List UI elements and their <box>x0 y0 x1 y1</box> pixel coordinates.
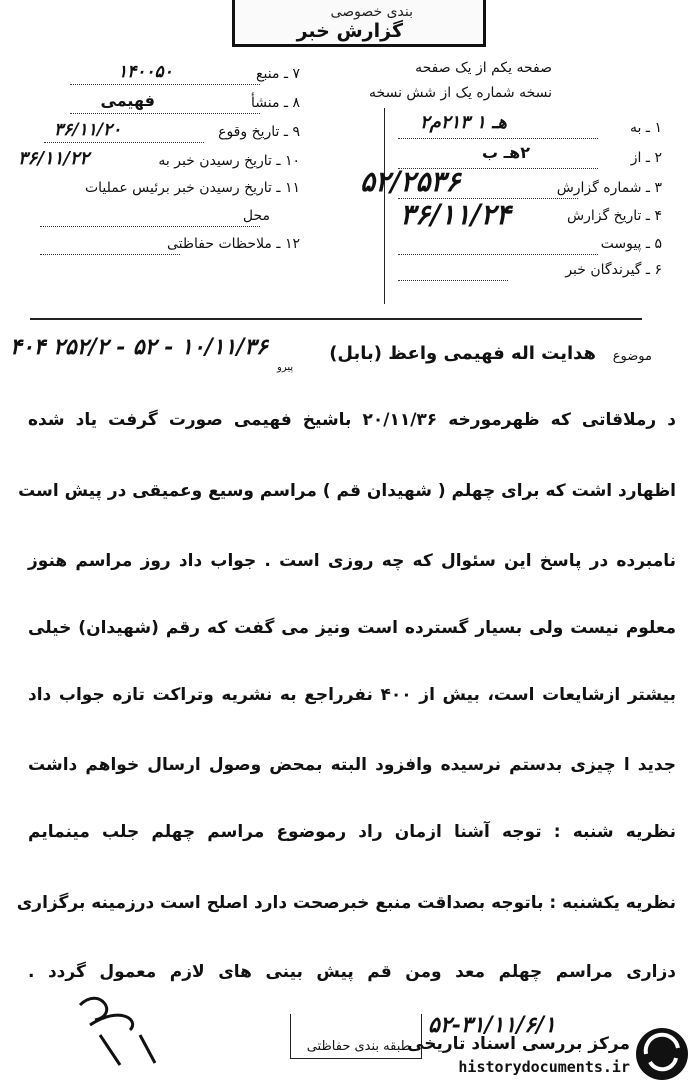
signature-scribble <box>60 975 180 1070</box>
field-origin-value: فهیمی <box>100 91 155 110</box>
body-line-2: اظهارد اشت که برای چهلم ( شهیدان قم ) مراسم وسیع وعمیقی در پیش است <box>18 481 676 501</box>
field-report-number-label: ۳ ـ شماره گزارش <box>556 180 662 196</box>
header-separator <box>30 318 642 320</box>
page-count-line: صفحه یکم از یک صفحه <box>415 60 552 76</box>
copy-number-line: نسخه شماره یک از شش نسخه <box>369 85 552 101</box>
body-line-3: نامبرده در پاسخ این سئوال که چه روزی است . جواب داد روز مراسم هنوز <box>28 551 676 571</box>
field-event-date-label: ۹ ـ تاریخ وقوع <box>218 124 300 140</box>
field-from-label: ۲ ـ از <box>630 150 662 166</box>
field-attachment-label: ۵ ـ پیوست <box>600 236 662 252</box>
field-security-notes-label: ۱۲ ـ ملاحظات حفاظتی <box>167 236 300 252</box>
report-title: گزارش خبر <box>296 20 403 42</box>
watermark-title: مرکز بررسی اسناد تاریخی <box>407 1034 630 1054</box>
field-event-date-value: ۳۶/۱۱/۲۰ <box>54 120 122 140</box>
body-line-8: نظریه یکشنبه : باتوجه بصداقت منبع خبرصحت دارد اصلح است درزمینه برگزاری <box>16 893 676 913</box>
field-from-value: ۲هـ ب <box>482 143 530 162</box>
subject-handwritten-ref: ۴۰۴ ۲۵۲/۲ - ۵۲ - ۱۰/۱۱/۳۶ <box>10 334 268 360</box>
field-received-date-value: ۳۶/۱۱/۲۲ <box>18 148 90 169</box>
column-divider <box>384 108 385 304</box>
archive-logo-icon <box>636 1028 688 1080</box>
field-source-value: ۱۴۰۰۵۰ <box>118 62 173 82</box>
body-line-5: بیشتر ازشایعات است، بیش از ۴۰۰ نفرراجع به نشریه وتراکت تازه جواب داد <box>28 685 676 705</box>
field-report-date-value: ۳۶/۱۱/۲۴ <box>400 198 511 231</box>
field-report-number-value: ۵۲/۲۵۳۶ <box>360 165 461 198</box>
subject-note: پیرو <box>277 362 294 373</box>
watermark-url: historydocuments.ir <box>458 1058 630 1076</box>
footer-handwritten-number: ۵۲-۳۱/۱۱/۶/۱ <box>428 1012 556 1038</box>
body-line-7: نظریه شنبه : توجه آشنا ازمان راد رموضوع مراسم چهلم جلب مینمایم <box>28 822 676 842</box>
body-line-4: معلوم نیست ولی بسیار گسترده است ونیز می گفت که رقم (شهیدان) خیلی <box>28 618 676 638</box>
field-ops-date-label: ۱۱ ـ تاریخ رسیدن خبر برئیس عملیات <box>84 180 300 196</box>
footer-classification-stamp <box>290 1014 422 1059</box>
field-to-label: ۱ ـ به <box>630 120 662 136</box>
body-line-1: د رملاقاتی که ظهرمورخه ۲۰/۱۱/۳۶ باشیخ فهیمی صورت گرفت یاد شده <box>28 410 676 430</box>
field-to-value: ۲هـ ۱ ۲۱۳م <box>420 112 507 133</box>
body-line-9: دزاری مراسم چهلم معد ومن قم پیش بینی های لازم معمول گردد . <box>28 962 676 982</box>
field-location-label: محل <box>242 208 270 224</box>
field-source-label: ۷ ـ منبع <box>256 66 300 82</box>
footer-stamp-label: طبقه بندی حفاظتی <box>306 1039 411 1054</box>
classification-label: بندی خصوصی <box>330 4 413 20</box>
body-line-6: جدید ا چیزی بدستم نرسیده وافزود البته بمحض وصول ارسال خواهم داشت <box>28 755 676 775</box>
header-stamp <box>232 0 486 47</box>
field-recipients-label: ۶ ـ گیرندگان خبر <box>565 262 662 278</box>
field-report-date-label: ۴ ـ تاریخ گزارش <box>567 208 662 224</box>
field-origin-label: ۸ ـ منشأ <box>250 95 300 111</box>
subject-label: موضوع <box>612 349 652 364</box>
subject-text: هدایت اله فهیمی واعظ (بابل) <box>329 343 596 364</box>
field-received-date-label: ۱۰ ـ تاریخ رسیدن خبر به <box>158 153 300 169</box>
